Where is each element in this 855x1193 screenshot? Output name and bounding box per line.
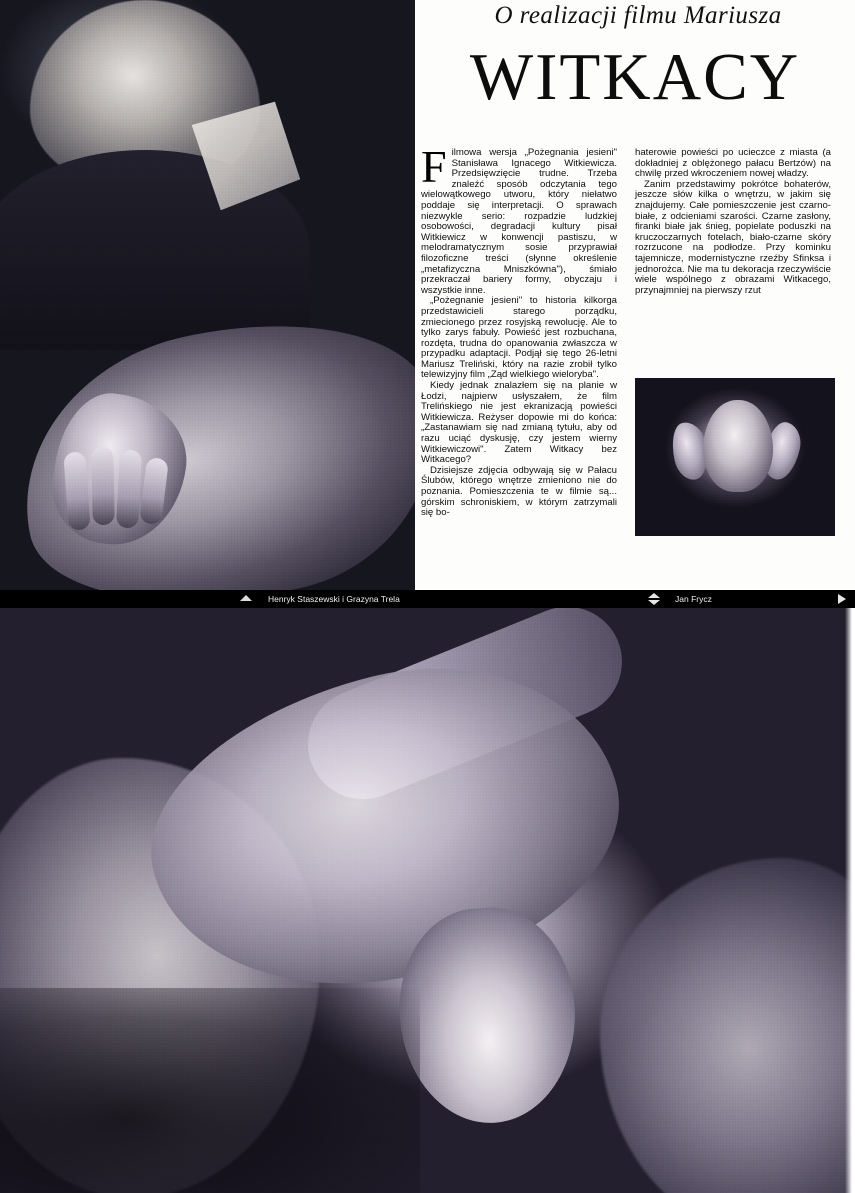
article-masthead: WITKACY <box>469 40 801 114</box>
double-arrow-icon <box>648 593 660 605</box>
film-grain-overlay <box>635 378 835 536</box>
film-grain-overlay <box>0 0 415 590</box>
caption-left: Henryk Staszewski i Grazyna Trela <box>268 594 400 604</box>
caption-bar <box>0 590 855 608</box>
paragraph: Dzisiejsze zdjęcia odbywają się w Pałacu Ślubów, którego wnętrze zmieniono nie do poznania. Pomieszczenia te w filmie są... górskim schroniskiem, w którym zatrzymali się bo- <box>421 464 617 519</box>
article-column-left <box>421 141 617 519</box>
paragraph: Zanim przedstawimy pokrótce bohaterów, jeszcze słów kilka o wnętrzu, w jakim się znajdujemy. Całe pomieszczenie jest czarno-białe, z odcieniami szarości. Czarne zasłony, firanki białe jak śnieg, popielate poduszki na kruczoczarnych fotelach, biało-czarne skóry rozrzucone na podłodze. Przy kominku tajemnicze, modernistyczne rzeźby Sfinksa i jednorożca. Nie ma tu dekoracja rzeczywiście wiele wspólnego z obrazami Witkacego, przynajmniej na pierwszy rzut <box>635 178 831 296</box>
paragraph: „Pożegnanie jesieni" to historia kilkorga przedstawicieli starego porządku, zmiecionego przez rosyjską rewolucję. Ale to tylko zarys fabuły. Powieść jest rozbuchana, rozdęta, trudna do opanowania zwłaszcza w przypadku adaptacji. Podjął się tego 26-letni Mariusz Treliński, który na razie zrobił tylko telewizyjny film „Ząd wielkiego wieloryba". <box>421 295 617 381</box>
caption-right: Jan Frycz <box>675 594 712 604</box>
arrow-right-icon <box>838 594 846 604</box>
photo-top-left <box>0 0 415 590</box>
article-kicker: O realizacji filmu Mariusza <box>494 2 782 29</box>
film-grain-overlay <box>0 608 855 1193</box>
paragraph: Kiedy jednak znalazłem się na planie w Łodzi, najpierw usłyszałem, że film Trelińskiego nie jest ekranizacją powieści Witkiewicza. Reżyser dopowie mi do końca: „Zastanawiam się nad zmianą tytułu, aby od razu uciąć dyskusję, czy jestem wierny Witkiewiczowi". Zatem Witkacy bez Witkacego? <box>421 380 617 466</box>
photo-bottom <box>0 608 855 1193</box>
paragraph: Filmowa wersja „Pożegnania jesieni" Stanisława Ignacego Witkiewicza. Przedsięwzięcie trudne. Trzeba znaleźć sposób odczytania tego wielowątkowego utworu, który niełatwo poddaje się interpretacji. O sprawach niezwykle serio: rozpadzie ludzkiej osobowości, degradacji kultury pisał Witkiewicz w konwencji pastiszu, w melodramatycznym sosie przyprawiał filozoficzne treści (słynne określenie „metafizyczna Mniszkówna"), śmiało przekraczał bariery formy, obyczaju i wszystkie inne. <box>421 141 617 296</box>
drop-cap: F <box>421 141 447 192</box>
triangle-marker-icon <box>240 595 252 601</box>
page-right-edge <box>845 608 855 1193</box>
paragraph: haterowie powieści po ucieczce z miasta (a dokładniej z oblężonego pałacu Bertzów) na chwilę przed wkroczeniem nowej władzy. <box>635 147 831 180</box>
photo-inset-jan-frycz <box>635 378 835 536</box>
article-column-right <box>635 148 831 296</box>
